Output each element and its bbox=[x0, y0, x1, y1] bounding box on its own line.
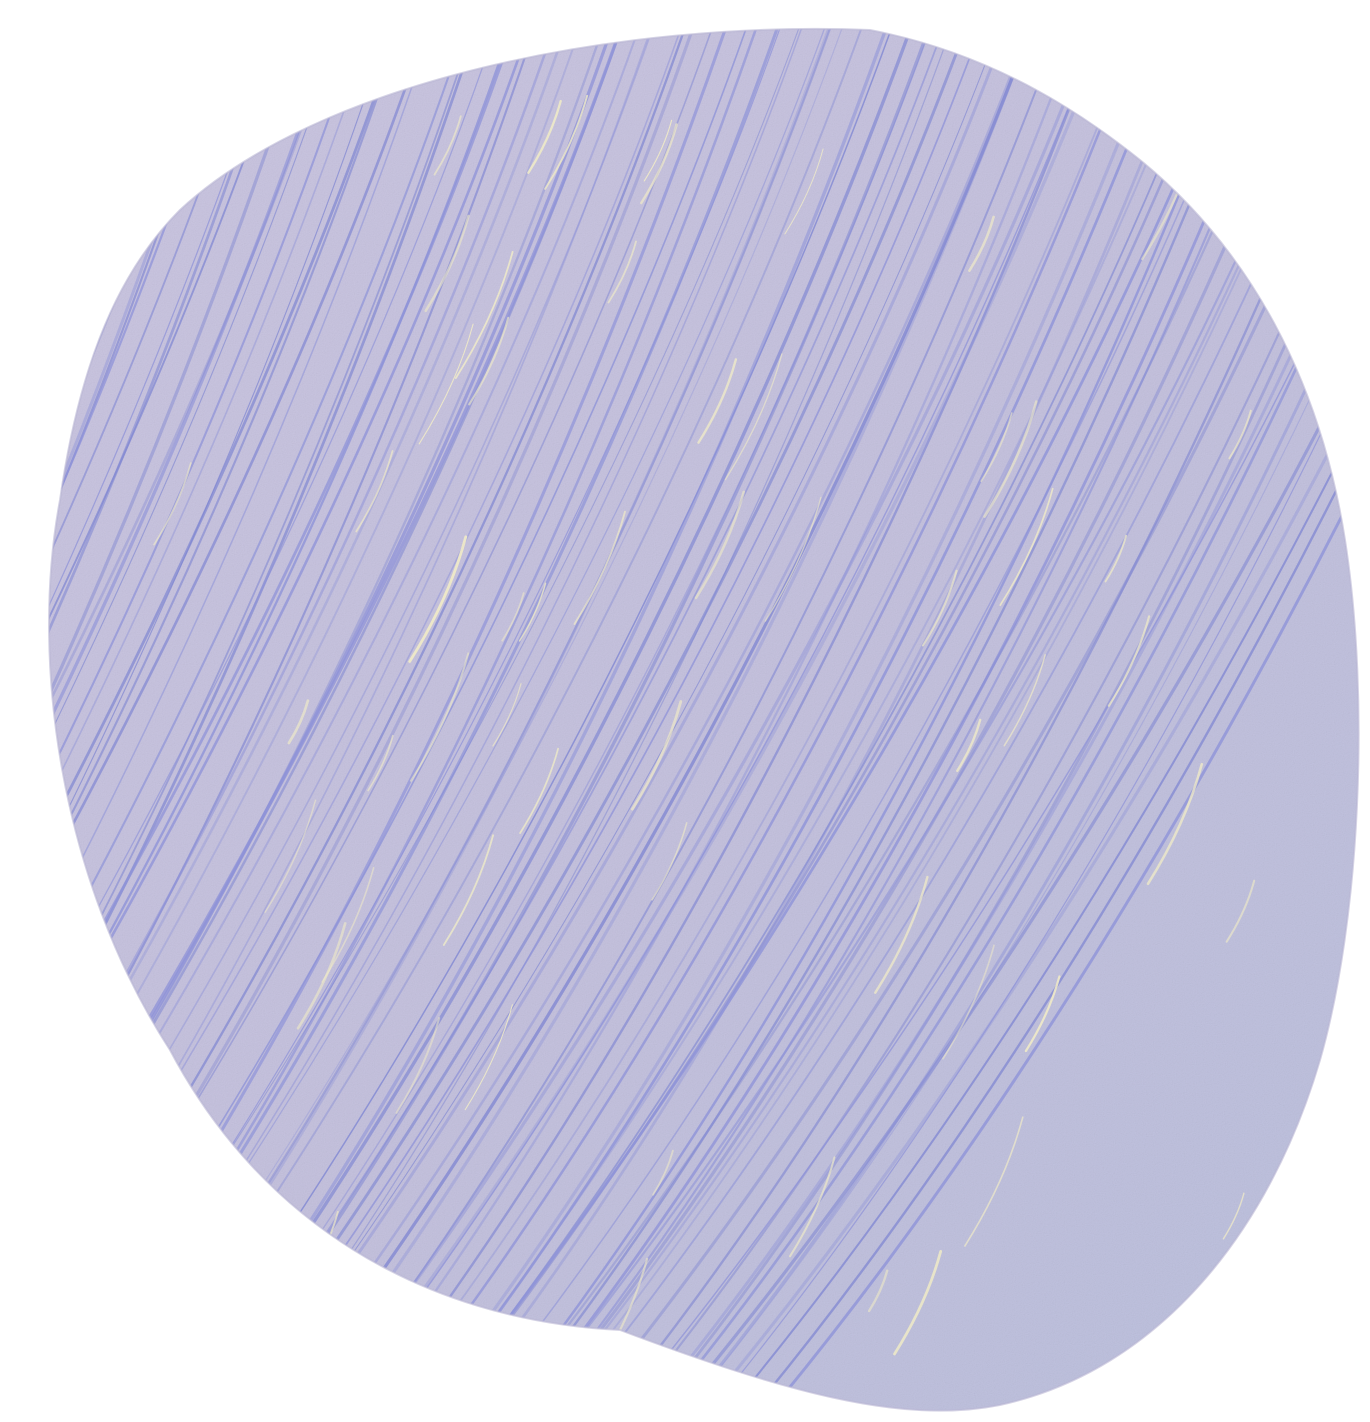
brush-stroke bbox=[0, 0, 41, 1422]
brush-stroke bbox=[0, 0, 23, 1422]
brush-stroke bbox=[0, 0, 41, 1422]
brush-stroke bbox=[0, 0, 59, 1422]
brush-stroke bbox=[0, 0, 6, 1422]
highlight-streak bbox=[182, 1264, 225, 1360]
highlight-streak bbox=[485, 1323, 525, 1412]
